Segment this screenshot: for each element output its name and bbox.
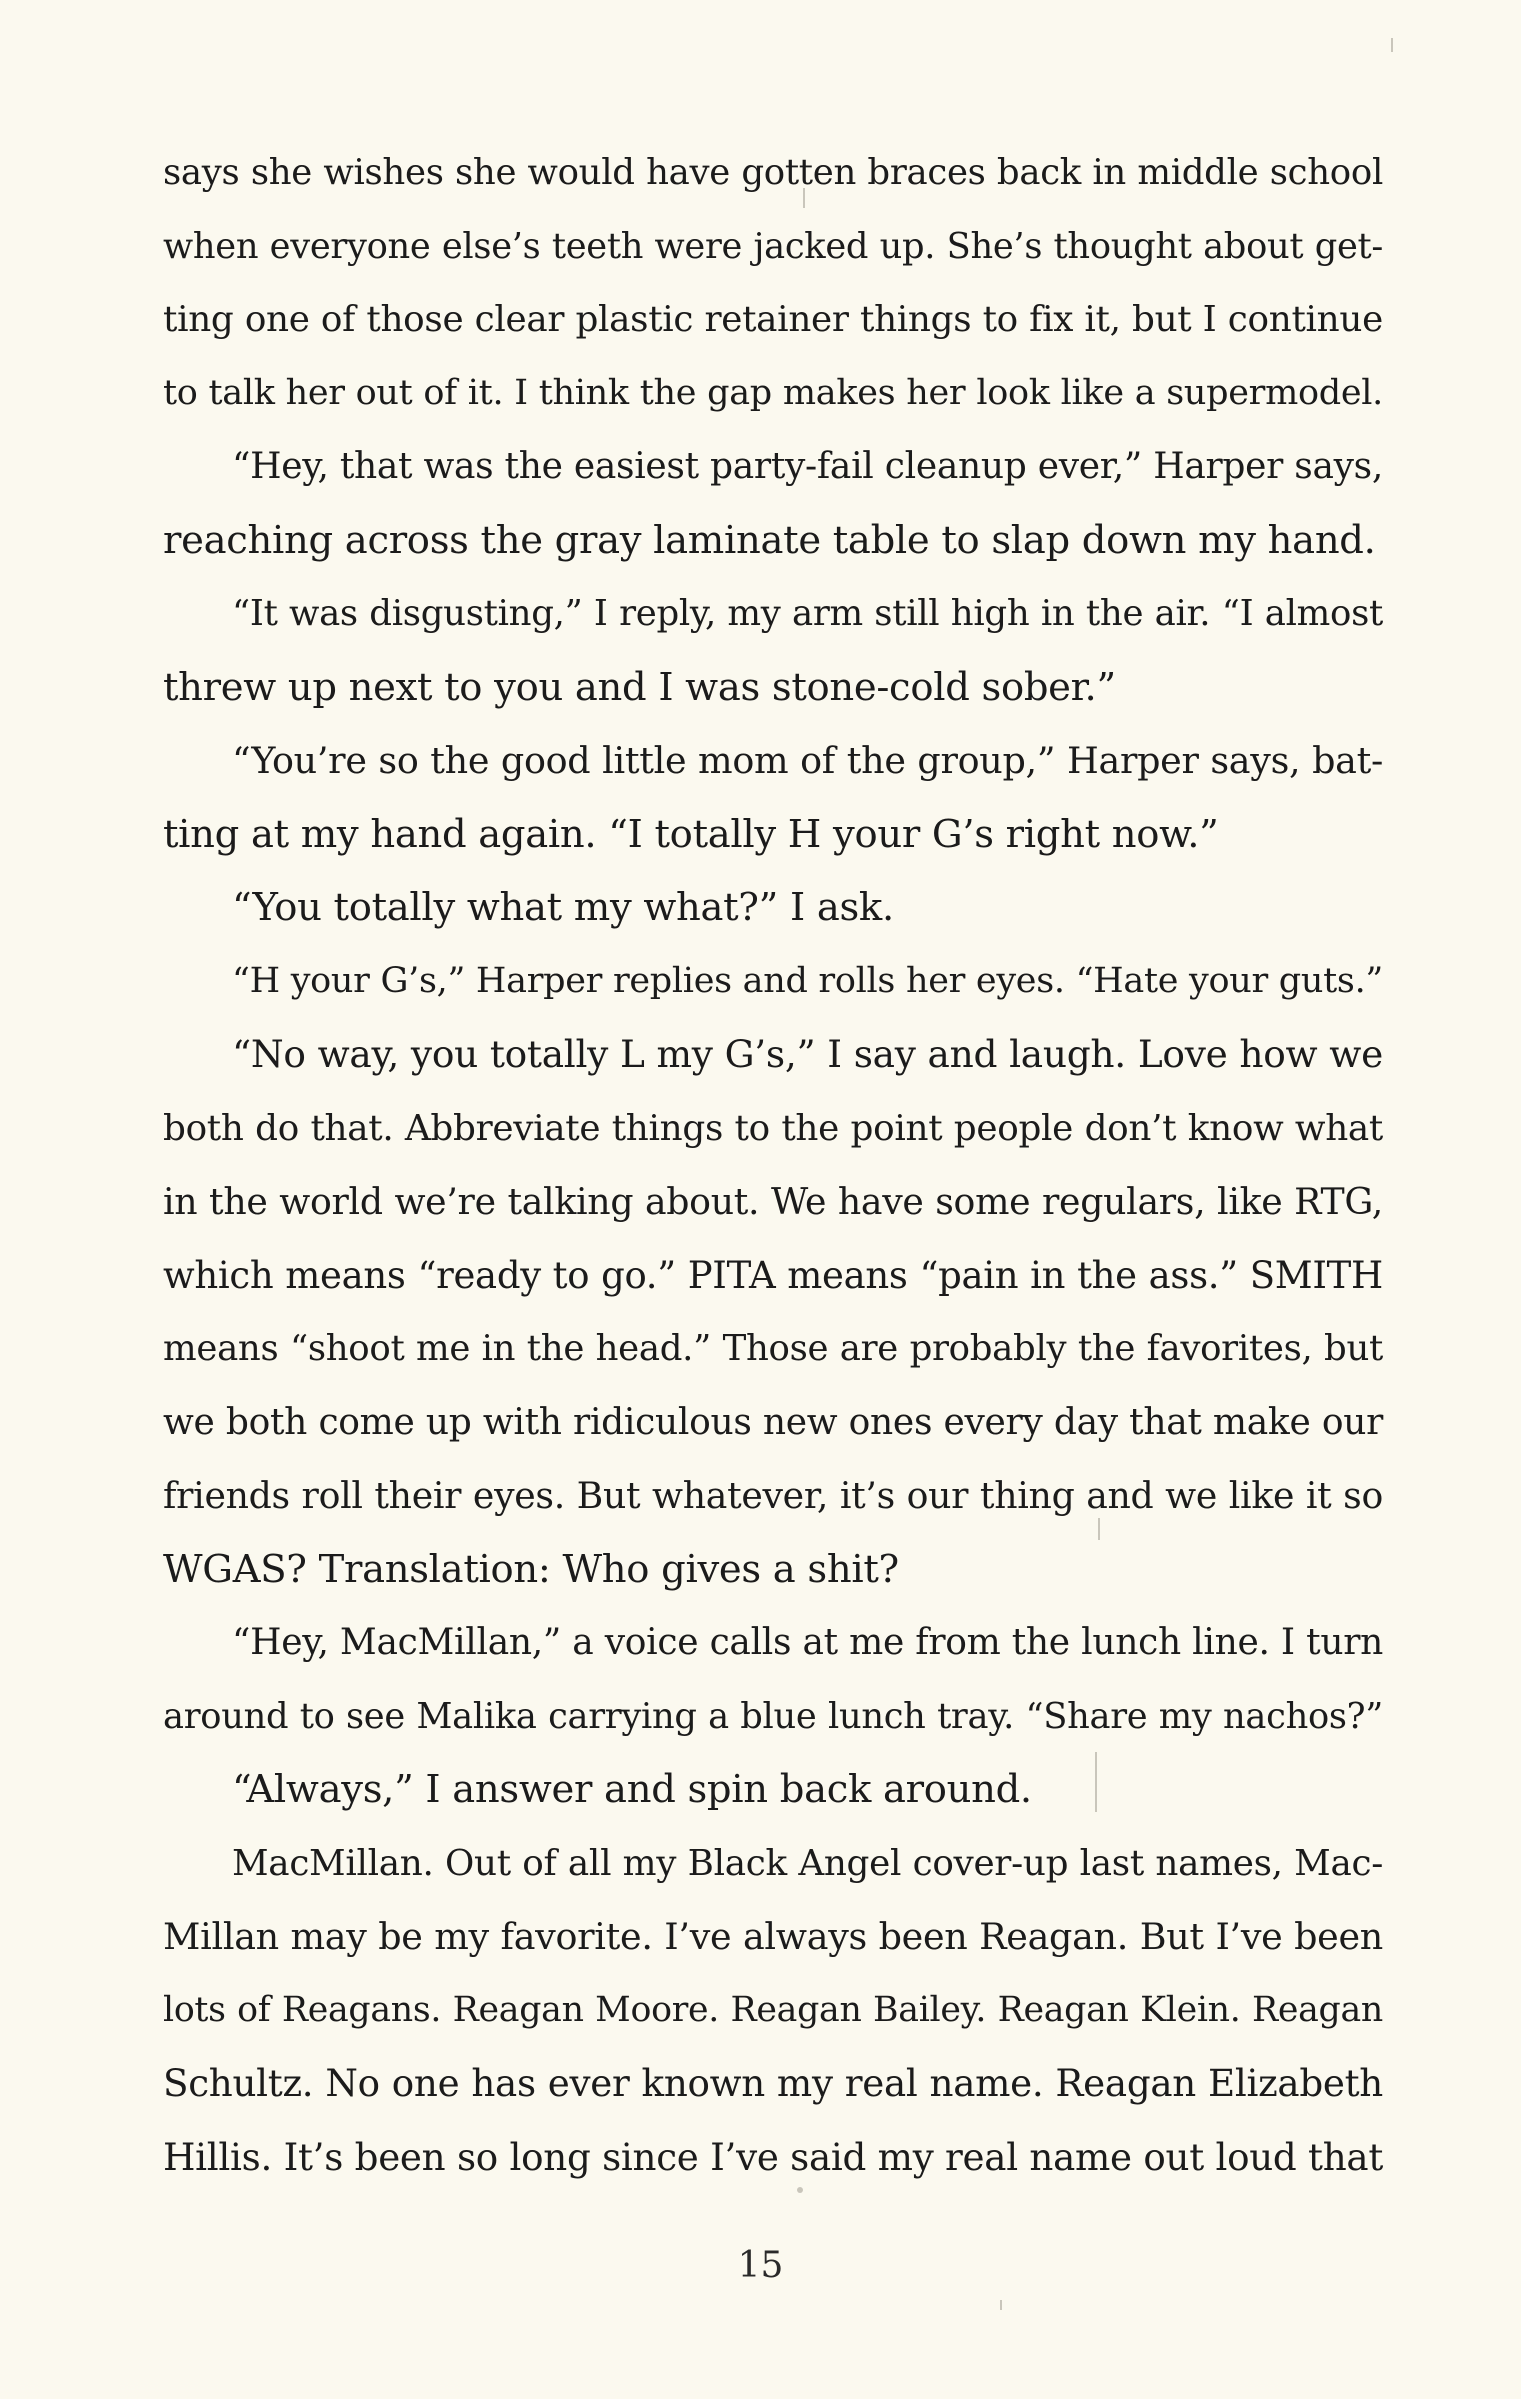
text-line: we both come up with ridiculous new ones every day that make our (163, 1401, 1383, 1443)
text-line: reaching across the gray laminate table to slap down my hand. (163, 517, 1376, 563)
text-line: friends roll their eyes. But whatever, it’s our thing and we like it so (163, 1474, 1383, 1517)
text-line: in the world we’re talking about. We have some regulars, like RTG, (163, 1180, 1383, 1223)
text-line: “Hey, MacMillan,” a voice calls at me from the lunch line. I turn (232, 1622, 1383, 1663)
text-line: threw up next to you and I was stone-cold sober.” (163, 664, 1116, 710)
paper-speck (1000, 2300, 1002, 2310)
text-line: “You’re so the good little mom of the group,” Harper says, bat- (232, 739, 1383, 782)
text-line: Schultz. No one has ever known my real name. Reagan Elizabeth (163, 2061, 1383, 2105)
text-line: ting at my hand again. “I totally H your G’s right now.” (163, 811, 1219, 857)
page-number: 15 (737, 2245, 784, 2286)
text-line: Millan may be my favorite. I’ve always been Reagan. But I’ve been (163, 1915, 1383, 1958)
text-line: “Hey, that was the easiest party-fail cleanup ever,” Harper says, (232, 446, 1383, 487)
text-line: “H your G’s,” Harper replies and rolls her eyes. “Hate your guts.” (232, 960, 1383, 1001)
paper-speck (1391, 38, 1393, 52)
text-line: “It was disgusting,” I reply, my arm still high in the air. “I almost (232, 593, 1383, 634)
text-line: Hillis. It’s been so long since I’ve said my real name out loud that (163, 2134, 1383, 2179)
body-text (163, 136, 1383, 2194)
text-line: which means “ready to go.” PITA means “pain in the ass.” SMITH (163, 1253, 1383, 1297)
text-line: around to see Malika carrying a blue lunch tray. “Share my nachos?” (163, 1695, 1383, 1737)
text-line: MacMillan. Out of all my Black Angel cover-up last names, Mac- (232, 1842, 1383, 1884)
text-line: means “shoot me in the head.” Those are probably the favorites, but (163, 1328, 1383, 1369)
text-line: both do that. Abbreviate things to the point people don’t know what (163, 1107, 1383, 1149)
text-line: lots of Reagans. Reagan Moore. Reagan Bailey. Reagan Klein. Reagan (163, 1989, 1383, 2030)
text-line: to talk her out of it. I think the gap makes her look like a supermodel. (163, 372, 1383, 413)
text-line: “No way, you totally L my G’s,” I say and laugh. Love how we (232, 1032, 1383, 1076)
text-line: ting one of those clear plastic retainer things to fix it, but I continue (163, 299, 1383, 340)
text-line: WGAS? Translation: Who gives a shit? (163, 1546, 899, 1592)
text-line: “Always,” I answer and spin back around. (232, 1767, 1032, 1812)
text-line: “You totally what my what?” I ask. (232, 885, 894, 930)
text-line: says she wishes she would have gotten braces back in middle school (163, 152, 1383, 193)
text-line: when everyone else’s teeth were jacked up. She’s thought about get- (163, 225, 1383, 267)
